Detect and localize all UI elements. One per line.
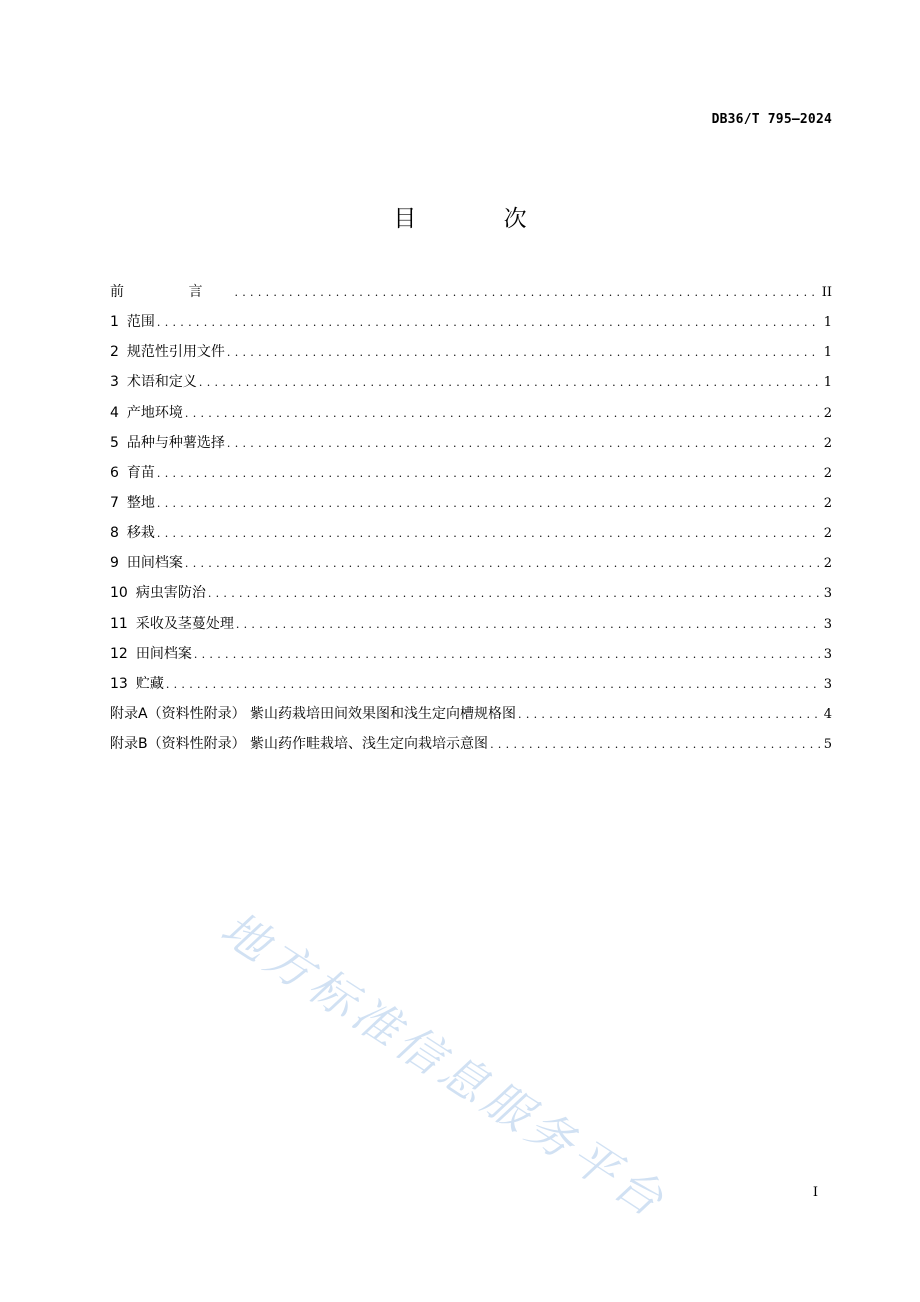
toc-entry-page: 1 [823, 345, 832, 361]
toc-entry-label: 移栽 [126, 525, 155, 542]
toc-dot-leader [208, 579, 820, 609]
document-code: DB36/T 795—2024 [711, 112, 832, 127]
toc-entry-page: 1 [823, 375, 832, 391]
toc-entry-12[interactable] [110, 639, 832, 669]
toc-entry-label: 育苗 [126, 464, 155, 481]
toc-dot-leader [199, 368, 820, 398]
toc-entry-page: 2 [823, 465, 832, 481]
toc-entry-6[interactable] [110, 458, 832, 488]
toc-entry-number: 3 [110, 374, 119, 391]
toc-entry-number: 9 [110, 555, 119, 572]
toc-entry-label: 病虫害防治 [135, 585, 206, 602]
toc-entry-appendix-a[interactable] [110, 699, 832, 729]
toc-entry-label: 田间档案 [135, 645, 192, 662]
toc-entry-page: 2 [823, 556, 832, 572]
toc-dot-leader [157, 308, 820, 338]
toc-dot-leader [236, 610, 820, 640]
toc-entry-number: 1 [110, 314, 119, 331]
toc-entry-preface[interactable] [110, 277, 832, 307]
toc-entry-page: 5 [823, 737, 832, 753]
toc-entry-number: 6 [110, 464, 119, 481]
toc-entry-number: 10 [110, 585, 128, 602]
toc-entry-4[interactable] [110, 398, 832, 428]
toc-dot-leader [227, 338, 820, 368]
toc-entry-label: 规范性引用文件 [126, 344, 225, 361]
toc-entry-number: 5 [110, 434, 119, 451]
toc-dot-leader [185, 549, 820, 579]
toc-entry-page: 2 [823, 526, 832, 542]
toc-entry-3[interactable] [110, 367, 832, 397]
toc-entry-appendix-b[interactable] [110, 729, 832, 759]
toc-entry-page: 2 [823, 405, 832, 421]
toc-entry-page: 1 [823, 315, 832, 331]
watermark: 地方标准信息服务平台 [211, 900, 678, 1230]
toc-entry-number: 12 [110, 645, 128, 662]
toc-entry-9[interactable] [110, 548, 832, 578]
toc-dot-leader [157, 489, 820, 519]
toc-dot-leader [518, 700, 820, 730]
table-of-contents [110, 277, 832, 759]
toc-entry-number: 7 [110, 494, 119, 511]
toc-dot-leader [227, 429, 820, 459]
toc-entry-page: 2 [823, 435, 832, 451]
toc-entry-label: 前 言 [110, 284, 233, 300]
toc-entry-page: 3 [823, 586, 832, 602]
toc-entry-number: 8 [110, 525, 119, 542]
toc-dot-leader [157, 519, 820, 549]
toc-dot-leader [194, 640, 820, 670]
toc-entry-label: 范围 [126, 314, 155, 331]
toc-entry-page: 3 [823, 646, 832, 662]
toc-dot-leader [490, 730, 820, 760]
toc-entry-label: 附录B（资料性附录） 紫山药作畦栽培、浅生定向栽培示意图 [110, 736, 489, 753]
toc-entry-1[interactable] [110, 307, 832, 337]
toc-dot-leader [157, 459, 820, 489]
toc-entry-10[interactable] [110, 578, 832, 608]
toc-dot-leader [234, 278, 817, 308]
toc-entry-label: 采收及茎蔓处理 [135, 615, 234, 632]
page-number: I [812, 1185, 818, 1200]
toc-entry-page: 2 [823, 495, 832, 511]
toc-entry-label: 产地环境 [126, 404, 183, 421]
toc-entry-13[interactable] [110, 669, 832, 699]
toc-entry-page: 3 [823, 676, 832, 692]
toc-entry-8[interactable] [110, 518, 832, 548]
toc-entry-2[interactable] [110, 337, 832, 367]
toc-entry-label: 整地 [126, 494, 155, 511]
toc-entry-number: 4 [110, 404, 119, 421]
toc-entry-label: 田间档案 [126, 555, 183, 572]
toc-entry-number: 11 [110, 615, 128, 632]
toc-entry-page: 4 [823, 706, 832, 722]
toc-entry-number: 2 [110, 344, 119, 361]
toc-entry-11[interactable] [110, 609, 832, 639]
toc-entry-label: 附录A（资料性附录） 紫山药栽培田间效果图和浅生定向槽规格图 [110, 705, 517, 722]
toc-entry-label: 品种与种薯选择 [126, 434, 225, 451]
toc-entry-page: 3 [823, 616, 832, 632]
toc-entry-label: 贮藏 [135, 675, 164, 692]
toc-dot-leader [166, 670, 820, 700]
toc-entry-page: II [821, 285, 832, 300]
toc-entry-5[interactable] [110, 428, 832, 458]
toc-dot-leader [185, 399, 820, 429]
toc-title: 目 次 [393, 206, 567, 232]
toc-entry-number: 13 [110, 675, 128, 692]
toc-entry-label: 术语和定义 [126, 374, 197, 391]
toc-entry-7[interactable] [110, 488, 832, 518]
